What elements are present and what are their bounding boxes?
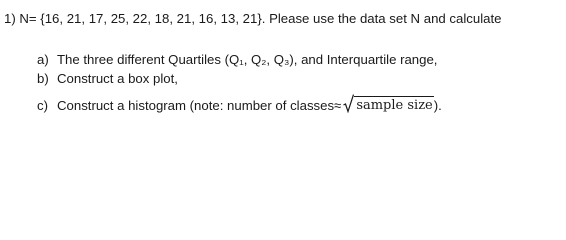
part-a-text: The three different Quartiles (Q₁, Q₂, Q₃), and Interquartile range, xyxy=(57,52,438,67)
part-c xyxy=(37,94,442,114)
part-b-text: Construct a box plot, xyxy=(57,71,178,86)
part-a xyxy=(37,52,437,68)
part-c-letter: c) xyxy=(37,98,48,113)
question-number: 1) xyxy=(4,11,16,26)
part-b-letter: b) xyxy=(37,71,49,86)
part-c-suffix: ). xyxy=(433,98,442,113)
question-line xyxy=(4,11,501,27)
square-root-sign xyxy=(343,94,433,113)
question-text: N= {16, 21, 17, 25, 22, 18, 21, 16, 13, 21}. Please use the data set N and calculate xyxy=(19,11,502,26)
part-a-letter: a) xyxy=(37,52,49,67)
part-c-text: Construct a histogram (note: number of classes≈ xyxy=(57,98,342,113)
radicand: sample size xyxy=(356,98,433,113)
part-b xyxy=(37,71,178,87)
radical-icon xyxy=(343,94,354,113)
